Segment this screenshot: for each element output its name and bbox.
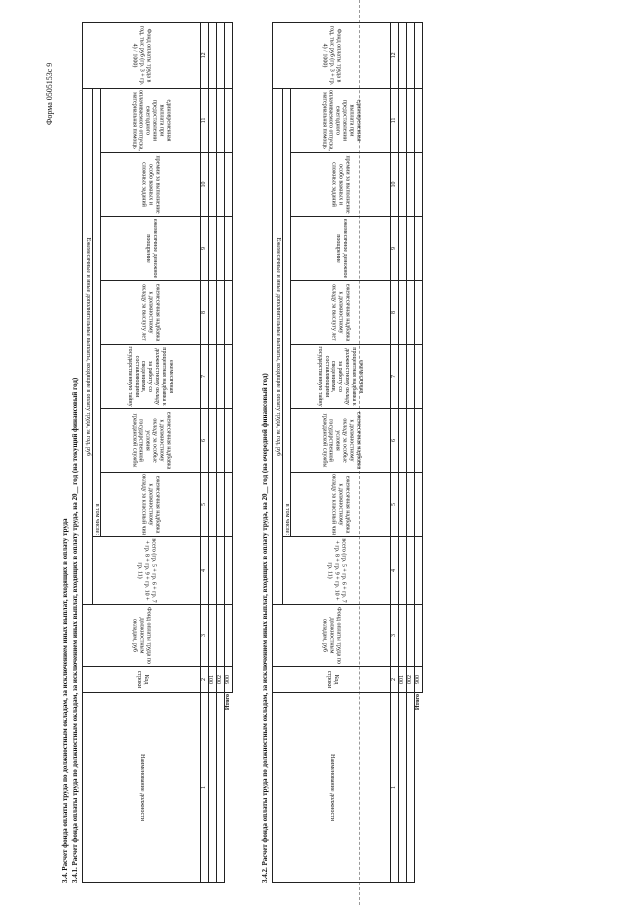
- col-num: 11: [201, 88, 209, 152]
- column-numbers-row: [391, 22, 399, 882]
- col-num: 3: [391, 605, 399, 667]
- col-num: 7: [391, 345, 399, 409]
- header-c5: ежемесячная надбавка к должностному окладу за классный чин: [101, 473, 201, 537]
- row-code: 001: [209, 667, 217, 693]
- header-c11: единовременная выплата при предоставлении ежегодного оплачиваемого отпуска, материальная помощь: [291, 88, 391, 152]
- header-c8: ежемесячная надбавка к должностному окладу за выслугу лет: [101, 281, 201, 345]
- header-in-that: в том числе:: [93, 88, 101, 536]
- col-num: 6: [201, 409, 209, 473]
- col-num: 3: [201, 605, 209, 667]
- col-num: 6: [391, 409, 399, 473]
- header-total: всего (гр. 5 + гр. 6 + гр. 7 + гр. 8 + гр. 9 + гр. 10 + гр. 11): [283, 537, 391, 605]
- header-extra-payments: Ежемесячные и иные дополнительные выплаты, входящие в оплату труда, за год, руб: [83, 88, 93, 604]
- header-c8: ежемесячная надбавка к должностному окладу за выслугу лет: [291, 281, 391, 345]
- col-num: 10: [391, 153, 399, 217]
- salary-table-next-year: [272, 22, 423, 883]
- row-code: 002: [217, 667, 225, 693]
- header-c9: ежемесячное денежное поощрение: [291, 217, 391, 281]
- header-c7: ежемесячная процентная надбавка к должностному окладу за работу со сведениями, составляющими государственную тайну: [101, 345, 201, 409]
- total-row: [225, 22, 233, 882]
- total-label: Итого: [415, 694, 422, 711]
- table-row: [217, 22, 225, 882]
- form-number: Форма 0505153с 9: [45, 62, 54, 125]
- total-row: [415, 22, 423, 882]
- header-position: Наименование должности: [83, 693, 201, 883]
- col-num: 5: [391, 473, 399, 537]
- header-code: Код строки: [273, 667, 391, 693]
- header-code: Код строки: [83, 667, 201, 693]
- col-num: 4: [391, 537, 399, 605]
- col-num: 12: [201, 22, 209, 88]
- col-num: 4: [201, 537, 209, 605]
- header-c9: ежемесячное денежное поощрение: [101, 217, 201, 281]
- subsection-caption-2: 3.4.2. Расчет фонда оплаты труда по должностным окладам, за исключением иных выплат, входящих в оплату труда, на 20__ год (на очередной финансовый год): [261, 373, 269, 883]
- header-c10: премии за выполнение особо важных и сложных заданий: [101, 153, 201, 217]
- header-c6: ежемесячная надбавка к должностному окладу за особые условия государственной гражданской службы: [101, 409, 201, 473]
- col-num: 1: [391, 693, 399, 883]
- header-c7: ежемесячная процентная надбавка к должностному окладу за работу со сведениями, составляющими государственную тайну: [291, 345, 391, 409]
- header-salary: Фонд оплаты труда по должностным окладам, руб: [83, 605, 201, 667]
- header-extra-payments: Ежемесячные и иные дополнительные выплаты, входящие в оплату труда, за год, руб: [273, 88, 283, 604]
- col-num: 2: [391, 667, 399, 693]
- column-numbers-row: [201, 22, 209, 882]
- section-caption: 3.4. Расчет фонда оплаты труда по должностным окладам, за исключением иных выплат, входящих в оплату труда: [61, 518, 69, 883]
- table-row: [209, 22, 217, 882]
- header-in-that: в том числе:: [283, 88, 291, 536]
- col-num: 12: [391, 22, 399, 88]
- total-label: Итого: [225, 694, 232, 711]
- row-code: 001: [399, 667, 407, 693]
- col-num: 1: [201, 693, 209, 883]
- salary-table-current-year: [82, 22, 233, 883]
- header-c6: ежемесячная надбавка к должностному окладу за особые условия государственной гражданской службы: [291, 409, 391, 473]
- header-total: всего (гр. 5 + гр. 6 + гр. 7 + гр. 8 + гр. 9 + гр. 10 + гр. 11): [93, 537, 201, 605]
- col-num: 2: [201, 667, 209, 693]
- col-num: 7: [201, 345, 209, 409]
- col-num: 9: [201, 217, 209, 281]
- header-c5: ежемесячная надбавка к должностному окладу за классный чин: [291, 473, 391, 537]
- col-num: 11: [391, 88, 399, 152]
- row-code: 900: [415, 667, 423, 693]
- subsection-caption-1: 3.4.1. Расчет фонда оплаты труда по должностным окладам, за исключением иных выплат, входящих в оплату труда, на 20__ год (на текущий финансовый год): [71, 377, 79, 883]
- header-c10: премии за выполнение особо важных и сложных заданий: [291, 153, 391, 217]
- col-num: 9: [391, 217, 399, 281]
- header-fund: Фонд оплаты труда в год, тыс руб (гр. 3 + гр. 4) / 1000): [83, 22, 201, 88]
- col-num: 8: [201, 281, 209, 345]
- col-num: 10: [201, 153, 209, 217]
- header-salary: Фонд оплаты труда по должностным окладам, руб: [273, 605, 391, 667]
- table-row: [407, 22, 415, 882]
- header-c11: единовременная выплата при предоставлении ежегодного оплачиваемого отпуска, материальная помощь: [101, 88, 201, 152]
- header-fund: Фонд оплаты труда в год, тыс руб (гр. 3 + гр. 4) / 1000): [273, 22, 391, 88]
- row-code: 900: [225, 667, 233, 693]
- row-code: 002: [407, 667, 415, 693]
- col-num: 5: [201, 473, 209, 537]
- header-position: Наименование должности: [273, 693, 391, 883]
- table-row: [399, 22, 407, 882]
- col-num: 8: [391, 281, 399, 345]
